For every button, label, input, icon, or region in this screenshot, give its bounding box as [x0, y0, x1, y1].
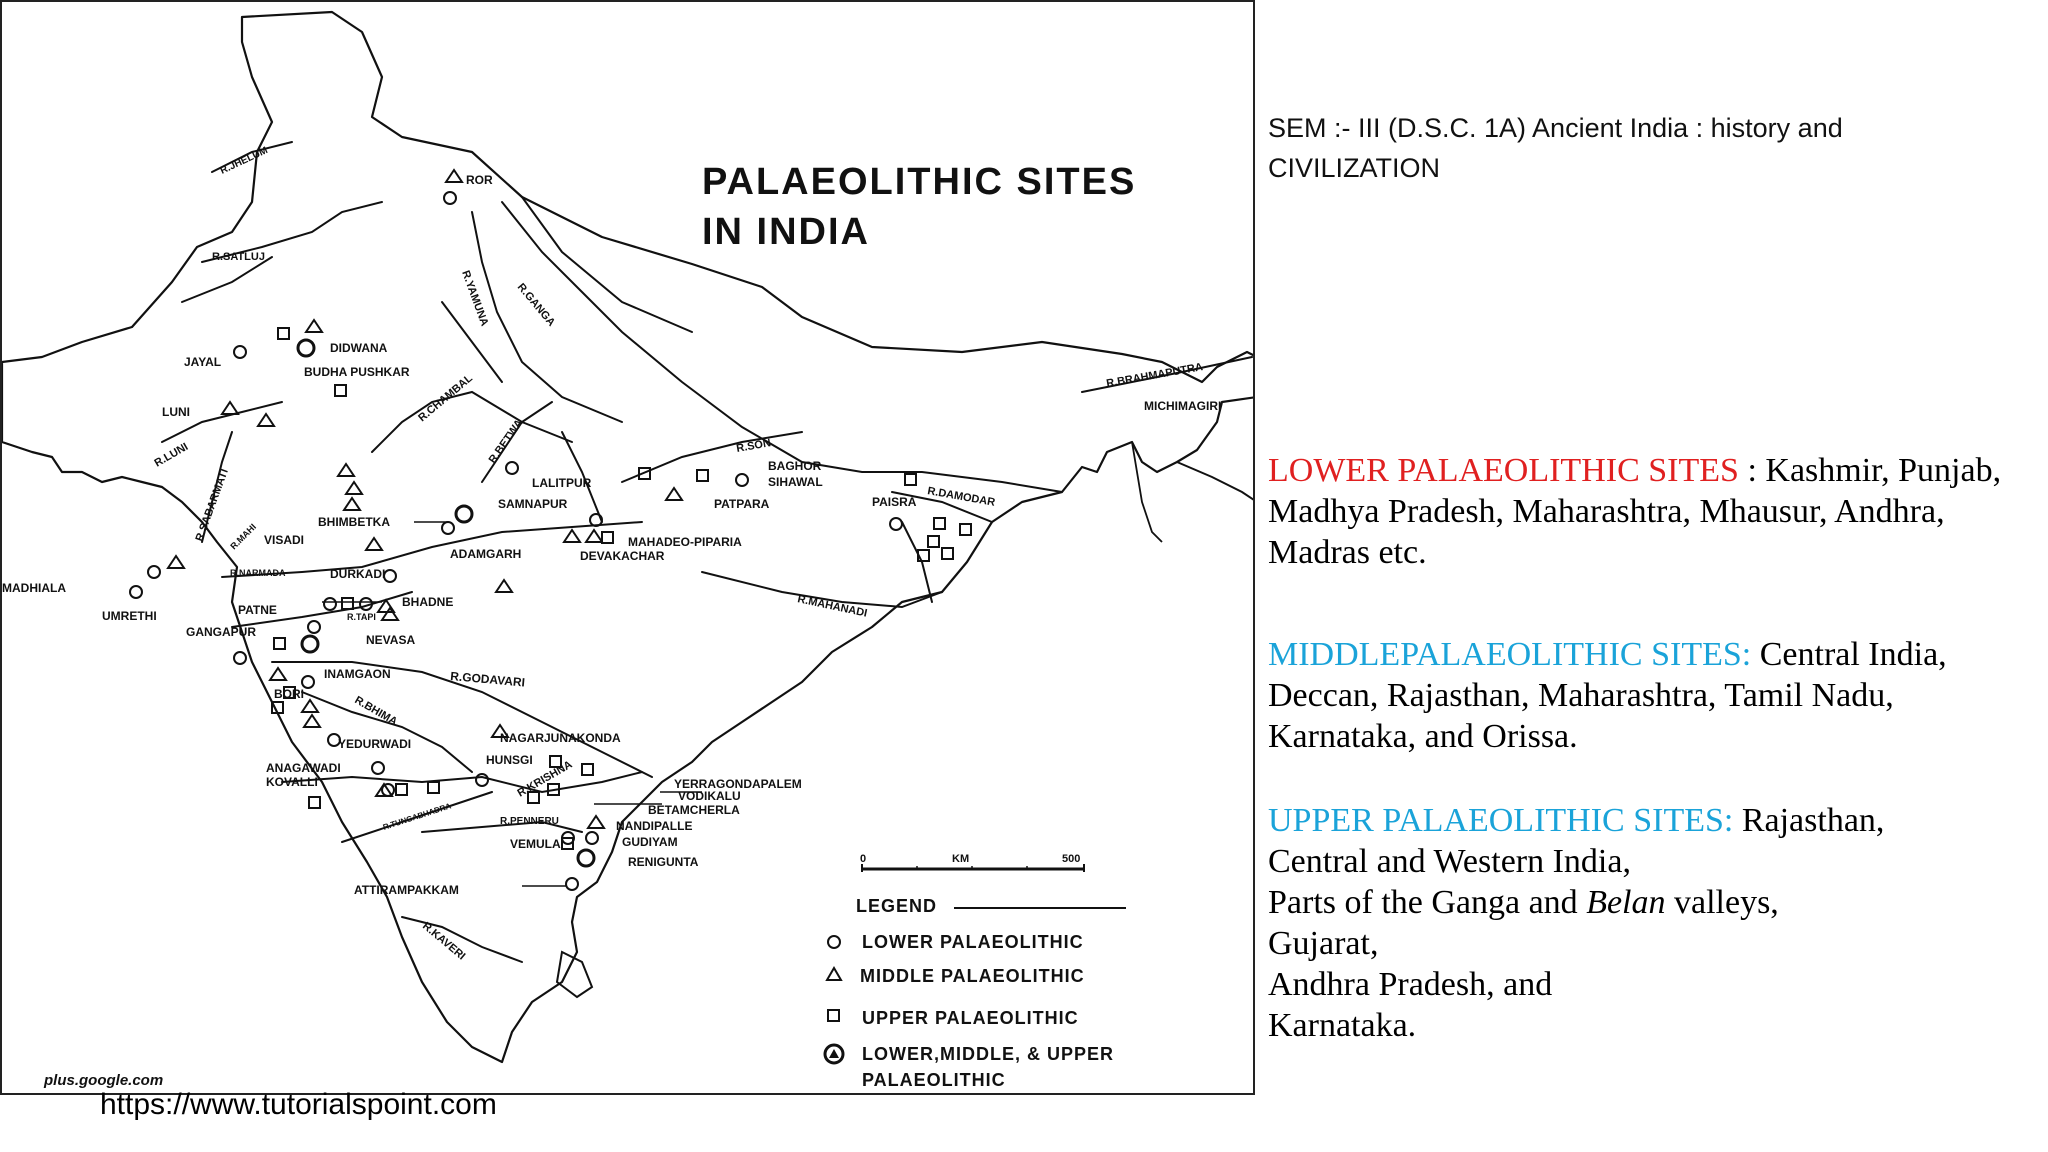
middle-palaeolithic-section — [1268, 634, 2008, 757]
square-marker — [396, 784, 407, 795]
circle-marker — [130, 586, 142, 598]
site-label-umrethi: UMRETHI — [102, 609, 157, 623]
site-label-adamgarh: ADAMGARH — [450, 547, 522, 561]
triangle-marker — [586, 530, 602, 542]
river-label-mahanadi: R.MAHANADI — [796, 593, 869, 620]
circle-marker — [234, 346, 246, 358]
site-label-ror: ROR — [466, 173, 493, 187]
site-label-bhadne: BHADNE — [402, 595, 454, 609]
square-marker — [309, 797, 320, 808]
site-label-samnapur: SAMNAPUR — [498, 497, 568, 511]
river-label-narmada: R.NARMADA — [230, 568, 286, 578]
rivers — [162, 142, 1252, 962]
circle-marker — [566, 878, 578, 890]
map-title — [702, 157, 1136, 257]
legend-lower: LOWER PALAEOLITHIC — [862, 932, 1084, 952]
upper-line1 — [1268, 800, 2008, 841]
site-label-didwana: DIDWANA — [330, 341, 388, 355]
site-label-yerragondapalem: YERRAGONDAPALEM — [674, 777, 802, 791]
river-label-mahi: R.MAHI — [228, 521, 259, 552]
site-label-patne: PATNE — [238, 603, 277, 617]
circle-marker — [890, 518, 902, 530]
circle-marker — [324, 598, 336, 610]
triangle-marker — [366, 538, 382, 550]
river-label-penneru: R.PENNERU — [500, 816, 559, 827]
circle-marker — [736, 474, 748, 486]
legend — [825, 896, 1126, 1090]
river-indus-west — [182, 257, 272, 302]
triangle-marker — [344, 498, 360, 510]
river-label-ganga: R.GANGA — [514, 281, 558, 329]
river-label-son: R.SON — [735, 437, 772, 455]
combined-marker — [298, 340, 314, 356]
upper-line3-a: Parts of the Ganga and — [1268, 884, 1587, 921]
site-label-vodikalu: VODIKALU — [678, 789, 741, 803]
river-chambal — [372, 392, 572, 452]
river-label-chambal: R.CHAMBAL — [416, 372, 475, 425]
triangle-marker — [666, 488, 682, 500]
site-label-renigunta: RENIGUNTA — [628, 855, 699, 869]
combined-marker — [578, 850, 594, 866]
upper-line3-italic: Belan — [1586, 884, 1666, 921]
legend-all-line2: PALAEOLITHIC — [862, 1070, 1006, 1090]
triangle-marker — [496, 580, 512, 592]
legend-title: LEGEND — [856, 896, 938, 916]
site-label-bhimbetka: BHIMBETKA — [318, 515, 390, 529]
scale-bar — [860, 853, 1084, 872]
upper-line4: Gujarat, — [1268, 925, 1379, 962]
map-credit: plus.google.com — [44, 1072, 164, 1089]
site-label-nagarjunakonda: NAGARJUNAKONDA — [500, 731, 621, 745]
upper-line3 — [1268, 882, 2008, 923]
square-marker — [905, 474, 916, 485]
legend-triangle-icon — [827, 968, 841, 980]
legend-square-icon — [828, 1010, 839, 1021]
site-label-gangapur: GANGAPUR — [186, 625, 257, 639]
site-labels — [2, 173, 1221, 897]
site-label-kovalli: KOVALLI — [266, 775, 318, 789]
square-marker — [274, 638, 285, 649]
circle-marker — [476, 774, 488, 786]
square-marker — [602, 532, 613, 543]
source-url[interactable]: https://www.tutorialspoint.com — [100, 1088, 497, 1121]
bay-outline — [1132, 442, 1162, 542]
square-marker — [582, 764, 593, 775]
square-marker — [697, 470, 708, 481]
triangle-marker — [222, 402, 238, 414]
site-label-baghor: BAGHOR — [768, 459, 822, 473]
site-label-madhiala: MADHIALA — [2, 581, 66, 595]
river-label-tapi: R.TAPI — [347, 612, 376, 622]
legend-upper: UPPER PALAEOLITHIC — [862, 1008, 1079, 1028]
triangle-marker — [346, 482, 362, 494]
river-label-krishna: R.KRISHNA — [515, 758, 575, 800]
square-marker — [335, 385, 346, 396]
square-marker — [942, 548, 953, 559]
river-label-bhima: R.BHIMA — [352, 694, 400, 729]
circle-marker — [372, 762, 384, 774]
middle-text: Central India, Deccan, Rajasthan, Maharashtra, Tamil Nadu, Karnataka, and Orissa. — [1268, 636, 1947, 755]
site-label-hunsgi: HUNSGI — [486, 753, 533, 767]
river-labels — [153, 145, 1204, 962]
middle-heading: MIDDLEPALAEOLITHIC SITES: — [1268, 636, 1752, 673]
upper-line6: Karnataka. — [1268, 1007, 1417, 1044]
triangle-marker — [588, 816, 604, 828]
site-label-vemula: VEMULA — [510, 837, 561, 851]
upper-heading: UPPER PALAEOLITHIC SITES: — [1268, 802, 1734, 839]
scale-end: 500 — [1062, 853, 1081, 865]
scale-start: 0 — [860, 853, 867, 865]
site-label-yedurwadi: YEDURWADI — [338, 737, 412, 751]
triangle-marker — [302, 700, 318, 712]
circle-marker — [234, 652, 246, 664]
river-label-betwa: R.BETWA — [486, 417, 526, 466]
site-label-paisra: PAISRA — [872, 495, 917, 509]
river-label-damodar: R.DAMODAR — [926, 485, 996, 509]
triangle-marker — [446, 170, 462, 182]
river-bhima — [302, 692, 472, 772]
square-marker — [960, 524, 971, 535]
srilanka-outline — [557, 952, 592, 997]
lower-palaeolithic-section — [1268, 450, 2008, 573]
combined-marker — [456, 506, 472, 522]
site-label-gudiyam: GUDIYAM — [622, 835, 678, 849]
legend-middle: MIDDLE PALAEOLITHIC — [860, 966, 1085, 986]
combined-marker — [302, 636, 318, 652]
site-label-mahadeo-piparia: MAHADEO-PIPARIA — [628, 535, 742, 549]
upper-palaeolithic-section — [1268, 800, 2008, 1046]
northeast-outline — [1177, 462, 1255, 502]
site-label-visadi: VISADI — [264, 533, 305, 547]
circle-marker — [148, 566, 160, 578]
square-marker — [278, 328, 289, 339]
square-marker — [928, 536, 939, 547]
site-label-inamgaon: INAMGAON — [324, 667, 391, 681]
site-label-betamcherla: BETAMCHERLA — [648, 803, 740, 817]
site-label-patpara: PATPARA — [714, 497, 770, 511]
upper-text-first: Rajasthan, — [1733, 802, 1885, 839]
triangle-marker — [338, 464, 354, 476]
square-marker — [428, 782, 439, 793]
river-misc-1 — [442, 302, 502, 382]
triangle-marker — [564, 530, 580, 542]
legend-all-line1: LOWER,MIDDLE, & UPPER — [862, 1044, 1115, 1064]
river-label-sabarmati: R.SABARMATI — [193, 467, 231, 544]
scale-unit: KM — [952, 853, 970, 865]
triangle-marker — [306, 320, 322, 332]
site-label-jayal: JAYAL — [184, 355, 222, 369]
river-label-satluj: R.SATLUJ — [212, 251, 265, 263]
course-header: SEM :- III (D.S.C. 1A) Ancient India : history and CIVILIZATION — [1268, 113, 1843, 183]
upper-line3-b: valleys, — [1665, 884, 1779, 921]
site-label-nandipalle: NANDIPALLE — [616, 819, 693, 833]
site-label-luni: LUNI — [162, 405, 190, 419]
lower-text: Kashmir, Punjab, Madhya Pradesh, Maharashtra, Mhausur, Andhra, Madras etc. — [1268, 452, 2002, 571]
circle-marker — [442, 522, 454, 534]
site-label-sihawal: SIHAWAL — [768, 475, 823, 489]
lower-heading: LOWER PALAEOLITHIC SITES — [1268, 452, 1739, 489]
triangle-marker — [270, 668, 286, 680]
river-label-brahmaputra: R.BRAHMAPUTRA — [1105, 361, 1204, 390]
legend-combined-icon-inner — [829, 1049, 839, 1058]
river-label-jhelum: R.JHELUM — [218, 145, 270, 177]
circle-marker — [384, 570, 396, 582]
river-label-luni: R.LUNI — [152, 440, 191, 470]
river-label-kaveri: R.KAVERI — [420, 920, 468, 963]
river-label-godavari: R.GODAVARI — [449, 669, 526, 690]
site-label-bori: BORI — [274, 687, 304, 701]
triangle-marker — [304, 715, 320, 727]
map-title-line1: PALAEOLITHIC SITES — [702, 161, 1137, 203]
river-label-yamuna: R.YAMUNA — [459, 268, 491, 328]
site-label-nevasa: NEVASA — [366, 633, 416, 647]
site-label-devakachar: DEVAKACHAR — [580, 549, 665, 563]
square-marker — [934, 518, 945, 529]
triangle-marker — [382, 608, 398, 620]
triangle-marker — [168, 556, 184, 568]
square-marker — [342, 598, 353, 609]
upper-line2: Central and Western India, — [1268, 843, 1631, 880]
site-label-durkadi: DURKADI — [330, 567, 386, 581]
map-title-line2: IN INDIA — [702, 211, 870, 253]
lower-separator: : — [1738, 452, 1766, 489]
site-label-michimagiri: MICHIMAGIRI — [1144, 399, 1222, 413]
circle-marker — [506, 462, 518, 474]
circle-marker — [444, 192, 456, 204]
legend-circle-icon — [828, 936, 840, 948]
triangle-marker — [258, 414, 274, 426]
site-label-attirampakkam: ATTIRAMPAKKAM — [354, 883, 459, 897]
site-label-budha-pushkar: BUDHA PUSHKAR — [304, 365, 410, 379]
river-label-tungabhadra: R.TUNGABHADRA — [381, 801, 453, 832]
circle-marker — [308, 621, 320, 633]
circle-marker — [586, 832, 598, 844]
site-label-lalitpur: LALITPUR — [532, 476, 592, 490]
site-label-anagawadi: ANAGAWADI — [266, 761, 341, 775]
upper-line5: Andhra Pradesh, and — [1268, 966, 1553, 1003]
